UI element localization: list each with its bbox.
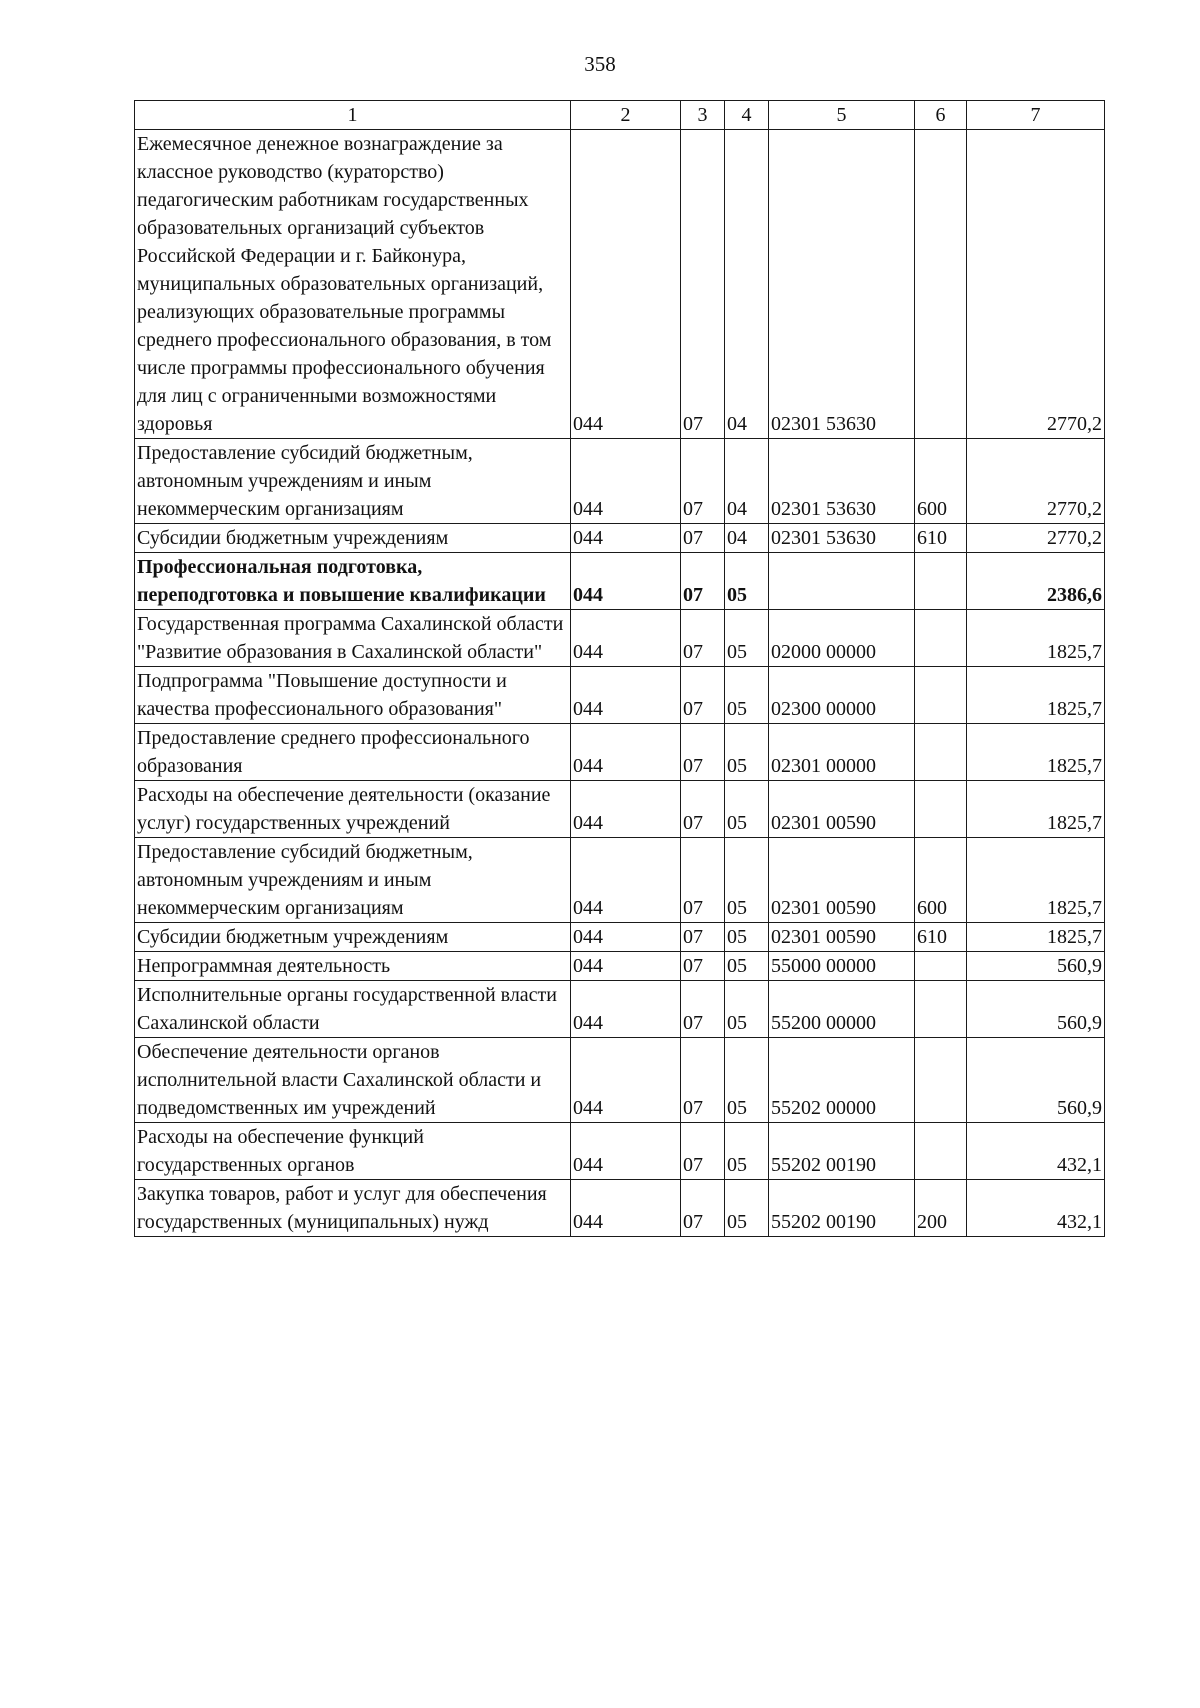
column-header: 6 — [915, 101, 967, 130]
row-description: Предоставление субсидий бюджетным, автономным учреждениям и иным некоммерческим организациям — [135, 439, 571, 524]
subsection-code: 05 — [725, 1038, 769, 1123]
ministry-code: 044 — [571, 1038, 681, 1123]
amount: 1825,7 — [967, 610, 1105, 667]
expense-type-code — [915, 667, 967, 724]
row-description: Предоставление субсидий бюджетным, автономным учреждениям и иным некоммерческим организациям — [135, 838, 571, 923]
target-article-code: 02300 00000 — [769, 667, 915, 724]
row-description: Подпрограмма "Повышение доступности и качества профессионального образования" — [135, 667, 571, 724]
target-article-code: 55202 00000 — [769, 1038, 915, 1123]
subsection-code: 04 — [725, 524, 769, 553]
ministry-code: 044 — [571, 610, 681, 667]
column-header: 5 — [769, 101, 915, 130]
amount: 432,1 — [967, 1123, 1105, 1180]
ministry-code: 044 — [571, 838, 681, 923]
row-description: Субсидии бюджетным учреждениям — [135, 923, 571, 952]
amount: 2386,6 — [967, 553, 1105, 610]
amount: 1825,7 — [967, 838, 1105, 923]
target-article-code — [769, 553, 915, 610]
amount: 1825,7 — [967, 923, 1105, 952]
section-code: 07 — [681, 1180, 725, 1237]
subsection-code: 05 — [725, 724, 769, 781]
amount: 560,9 — [967, 952, 1105, 981]
ministry-code: 044 — [571, 981, 681, 1038]
subsection-code: 05 — [725, 952, 769, 981]
target-article-code: 55000 00000 — [769, 952, 915, 981]
expense-type-code — [915, 952, 967, 981]
expense-type-code: 200 — [915, 1180, 967, 1237]
table-row — [135, 610, 1105, 667]
section-code: 07 — [681, 981, 725, 1038]
subsection-code: 05 — [725, 610, 769, 667]
ministry-code: 044 — [571, 130, 681, 439]
section-code: 07 — [681, 923, 725, 952]
section-code: 07 — [681, 952, 725, 981]
section-code: 07 — [681, 781, 725, 838]
target-article-code: 02301 53630 — [769, 130, 915, 439]
section-code: 07 — [681, 439, 725, 524]
row-description: Предоставление среднего профессионального образования — [135, 724, 571, 781]
subsection-code: 05 — [725, 781, 769, 838]
subsection-code: 05 — [725, 1123, 769, 1180]
expense-type-code: 600 — [915, 439, 967, 524]
amount: 560,9 — [967, 1038, 1105, 1123]
row-description: Закупка товаров, работ и услуг для обеспечения государственных (муниципальных) нужд — [135, 1180, 571, 1237]
subsection-code: 05 — [725, 553, 769, 610]
column-header: 4 — [725, 101, 769, 130]
target-article-code: 02301 53630 — [769, 524, 915, 553]
table-row — [135, 1180, 1105, 1237]
amount: 1825,7 — [967, 667, 1105, 724]
page-number: 358 — [584, 52, 616, 76]
row-description: Обеспечение деятельности органов исполнительной власти Сахалинской области и подведомственных им учреждений — [135, 1038, 571, 1123]
target-article-code: 55202 00190 — [769, 1180, 915, 1237]
target-article-code: 02301 00000 — [769, 724, 915, 781]
column-header: 1 — [135, 101, 571, 130]
amount: 1825,7 — [967, 724, 1105, 781]
expense-type-code — [915, 1123, 967, 1180]
section-code: 07 — [681, 130, 725, 439]
section-code: 07 — [681, 838, 725, 923]
table-row — [135, 524, 1105, 553]
row-description: Исполнительные органы государственной власти Сахалинской области — [135, 981, 571, 1038]
row-description: Государственная программа Сахалинской области "Развитие образования в Сахалинской области" — [135, 610, 571, 667]
ministry-code: 044 — [571, 524, 681, 553]
row-description: Субсидии бюджетным учреждениям — [135, 524, 571, 553]
expense-type-code: 610 — [915, 923, 967, 952]
row-description: Расходы на обеспечение деятельности (оказание услуг) государственных учреждений — [135, 781, 571, 838]
table-row — [135, 838, 1105, 923]
table-row — [135, 923, 1105, 952]
target-article-code: 02301 00590 — [769, 923, 915, 952]
target-article-code: 02301 53630 — [769, 439, 915, 524]
expense-type-code — [915, 610, 967, 667]
subsection-code: 05 — [725, 981, 769, 1038]
amount: 560,9 — [967, 981, 1105, 1038]
budget-table — [134, 100, 1105, 1237]
column-header: 2 — [571, 101, 681, 130]
subsection-code: 04 — [725, 439, 769, 524]
table-row — [135, 952, 1105, 981]
row-description: Непрограммная деятельность — [135, 952, 571, 981]
expense-type-code — [915, 724, 967, 781]
table-row — [135, 981, 1105, 1038]
amount: 2770,2 — [967, 439, 1105, 524]
ministry-code: 044 — [571, 439, 681, 524]
expense-type-code — [915, 981, 967, 1038]
row-description: Профессиональная подготовка, переподготовка и повышение квалификации — [135, 553, 571, 610]
section-code: 07 — [681, 724, 725, 781]
section-code: 07 — [681, 667, 725, 724]
ministry-code: 044 — [571, 952, 681, 981]
target-article-code: 02301 00590 — [769, 838, 915, 923]
ministry-code: 044 — [571, 553, 681, 610]
expense-type-code: 610 — [915, 524, 967, 553]
section-code: 07 — [681, 553, 725, 610]
table-row — [135, 130, 1105, 439]
subsection-code: 04 — [725, 130, 769, 439]
table-row — [135, 1123, 1105, 1180]
amount: 2770,2 — [967, 524, 1105, 553]
amount: 432,1 — [967, 1180, 1105, 1237]
row-description: Расходы на обеспечение функций государственных органов — [135, 1123, 571, 1180]
section-code: 07 — [681, 610, 725, 667]
table-row — [135, 724, 1105, 781]
subsection-code: 05 — [725, 923, 769, 952]
column-header: 3 — [681, 101, 725, 130]
column-number-row — [135, 101, 1105, 130]
amount: 2770,2 — [967, 130, 1105, 439]
ministry-code: 044 — [571, 1180, 681, 1237]
table-row — [135, 553, 1105, 610]
target-article-code: 02000 00000 — [769, 610, 915, 667]
expense-type-code — [915, 1038, 967, 1123]
subsection-code: 05 — [725, 1180, 769, 1237]
amount: 1825,7 — [967, 781, 1105, 838]
table-row — [135, 667, 1105, 724]
table-row — [135, 1038, 1105, 1123]
row-description: Ежемесячное денежное вознаграждение за классное руководство (кураторство) педагогическим работникам государственных образовательных организаций субъектов Российской Федерации и г. Байконура, муниципальных образовательных организаций, реализующих образовательные программы среднего профессионального образования, в том числе программы профессионального обучения для лиц с ограниченными возможностями здоровья — [135, 130, 571, 439]
target-article-code: 55202 00190 — [769, 1123, 915, 1180]
target-article-code: 55200 00000 — [769, 981, 915, 1038]
expense-type-code — [915, 553, 967, 610]
section-code: 07 — [681, 524, 725, 553]
expense-type-code — [915, 781, 967, 838]
ministry-code: 044 — [571, 781, 681, 838]
section-code: 07 — [681, 1038, 725, 1123]
section-code: 07 — [681, 1123, 725, 1180]
expense-type-code: 600 — [915, 838, 967, 923]
ministry-code: 044 — [571, 923, 681, 952]
ministry-code: 044 — [571, 1123, 681, 1180]
table-row — [135, 781, 1105, 838]
target-article-code: 02301 00590 — [769, 781, 915, 838]
subsection-code: 05 — [725, 838, 769, 923]
column-header: 7 — [967, 101, 1105, 130]
subsection-code: 05 — [725, 667, 769, 724]
ministry-code: 044 — [571, 724, 681, 781]
expense-type-code — [915, 130, 967, 439]
ministry-code: 044 — [571, 667, 681, 724]
table-row — [135, 439, 1105, 524]
